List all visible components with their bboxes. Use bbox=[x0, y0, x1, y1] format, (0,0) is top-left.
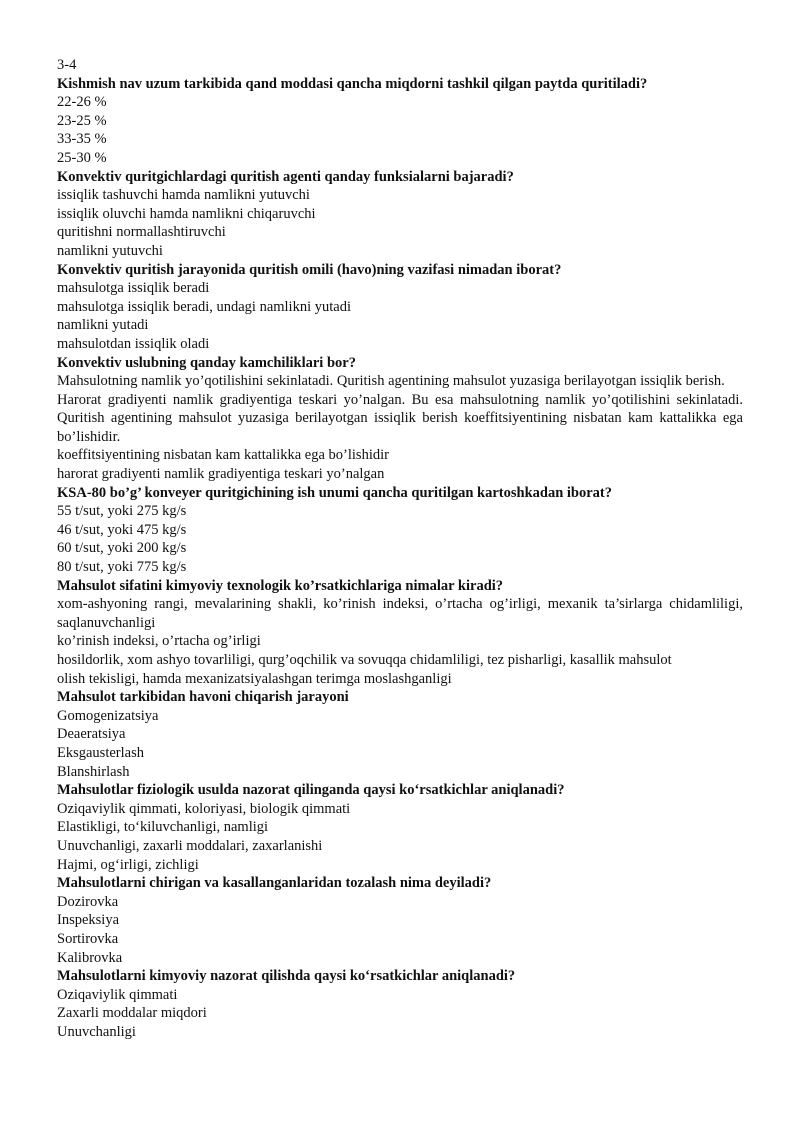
answer-option: 23-25 % bbox=[57, 112, 107, 129]
answer-option: mahsulotga issiqlik beradi, undagi namlikni yutadi bbox=[57, 298, 351, 315]
answer-option: Oziqaviylik qimmati bbox=[57, 986, 178, 1003]
question-text: KSA-80 bo’g’ konveyer quritgichining ish unumi qancha quritilgan kartoshkadan iborat? bbox=[57, 484, 613, 501]
answer-option: koeffitsiyentining nisbatan kam kattalikka ega bo’lishidir bbox=[57, 447, 389, 464]
question-text: Konvektiv quritish jarayonida quritish omili (havo)ning vazifasi nimadan iborat? bbox=[57, 261, 562, 278]
answer-option: namlikni yutuvchi bbox=[57, 242, 163, 259]
answer-option: Unuvchanligi bbox=[57, 1023, 136, 1040]
page-label: 3-4 bbox=[57, 57, 77, 73]
answer-option: 33-35 % bbox=[57, 131, 107, 148]
answer-option: 46 t/sut, yoki 475 kg/s bbox=[57, 521, 187, 538]
answer-option: 60 t/sut, yoki 200 kg/s bbox=[57, 540, 187, 557]
question-text: Mahsulotlarni chirigan va kasallanganlaridan tozalash nima deyiladi? bbox=[57, 875, 492, 892]
answer-option: 80 t/sut, yoki 775 kg/s bbox=[57, 559, 187, 576]
question-text: Mahsulotlar fiziologik usulda nazorat qilinganda qaysi ko‘rsatkichlar aniqlanadi? bbox=[57, 782, 565, 799]
question-text: Mahsulotlarni kimyoviy nazorat qilishda qaysi ko‘rsatkichlar aniqlanadi? bbox=[57, 968, 516, 985]
answer-option: Mahsulotning namlik yo’qotilishini sekinlatadi. Quritish agentining mahsulot yuzasiga berilayotgan issiqlik berish. bbox=[57, 373, 725, 390]
answer-option: mahsulotga issiqlik beradi bbox=[57, 280, 210, 297]
answer-option: 25-30 % bbox=[57, 149, 107, 166]
answer-option: issiqlik tashuvchi hamda namlikni yutuvchi bbox=[57, 187, 310, 204]
question-text: Mahsulot tarkibidan havoni chiqarish jarayoni bbox=[57, 689, 349, 706]
answer-option: Oziqaviylik qimmati, koloriyasi, biologik qimmati bbox=[57, 800, 351, 817]
answer-option: hosildorlik, xom ashyo tovarliligi, qurg’oqchilik va sovuqqa chidamliligi, tez pisharligi, kasallik mahsulot olish tekisligi, hamda mexanizatsiyalashgan terimga moslashganligi bbox=[57, 652, 672, 687]
answer-option: mahsulotdan issiqlik oladi bbox=[57, 335, 210, 352]
answer-option: Elastikligi, to‘kiluvchanligi, namligi bbox=[57, 819, 269, 836]
answer-option: harorat gradiyenti namlik gradiyentiga teskari yo’nalgan bbox=[57, 466, 385, 483]
answer-option: Dozirovka bbox=[57, 893, 119, 910]
answer-option: Blanshirlash bbox=[57, 763, 130, 780]
answer-option: Kalibrovka bbox=[57, 949, 123, 966]
question-text: Konvektiv uslubning qanday kamchiliklari bor? bbox=[57, 354, 356, 371]
answer-option: Eksgausterlash bbox=[57, 744, 144, 761]
answer-option: issiqlik oluvchi hamda namlikni chiqaruvchi bbox=[57, 205, 316, 222]
answer-option: Deaeratsiya bbox=[57, 726, 126, 743]
answer-option: Hajmi, og‘irligi, zichligi bbox=[57, 856, 199, 873]
answer-option: quritishni normallashtiruvchi bbox=[57, 224, 226, 241]
answer-option: namlikni yutadi bbox=[57, 317, 149, 334]
answer-option: Sortirovka bbox=[57, 930, 119, 947]
answer-option: 22-26 % bbox=[57, 94, 107, 111]
question-text: Konvektiv quritgichlardagi quritish agenti qanday funksialarni bajaradi? bbox=[57, 168, 514, 185]
answer-option: Unuvchanligi, zaxarli moddalari, zaxarlanishi bbox=[57, 837, 323, 854]
answer-option: Zaxarli moddalar miqdori bbox=[57, 1005, 207, 1022]
question-text: Kishmish nav uzum tarkibida qand moddasi qancha miqdorni tashkil qilgan paytda quritiladi? bbox=[57, 75, 648, 92]
answer-option: Gomogenizatsiya bbox=[57, 707, 159, 724]
answer-option: Harorat gradiyenti namlik gradiyentiga teskari yo’nalgan. Bu esa mahsulotning namlik yo’qotilishini sekinlatadi. Quritish agentining mahsulot yuzasiga berilayotgan issiqlik berish koeffitsiyentining nisbatan kam kattalikka ega bo’lishidir. bbox=[57, 391, 743, 445]
question-text: Mahsulot sifatini kimyoviy texnologik ko’rsatkichlariga nimalar kiradi? bbox=[57, 577, 504, 594]
answer-option: ko’rinish indeksi, o’rtacha og’irligi bbox=[57, 633, 261, 650]
answer-option: 55 t/sut, yoki 275 kg/s bbox=[57, 503, 187, 520]
answer-option: xom-ashyoning rangi, mevalarining shakli, ko’rinish indeksi, o’rtacha og’irligi, mexanik ta’sirlarga chidamliligi, saqlanuvchanligi bbox=[57, 596, 743, 631]
answer-option: Inspeksiya bbox=[57, 912, 120, 929]
